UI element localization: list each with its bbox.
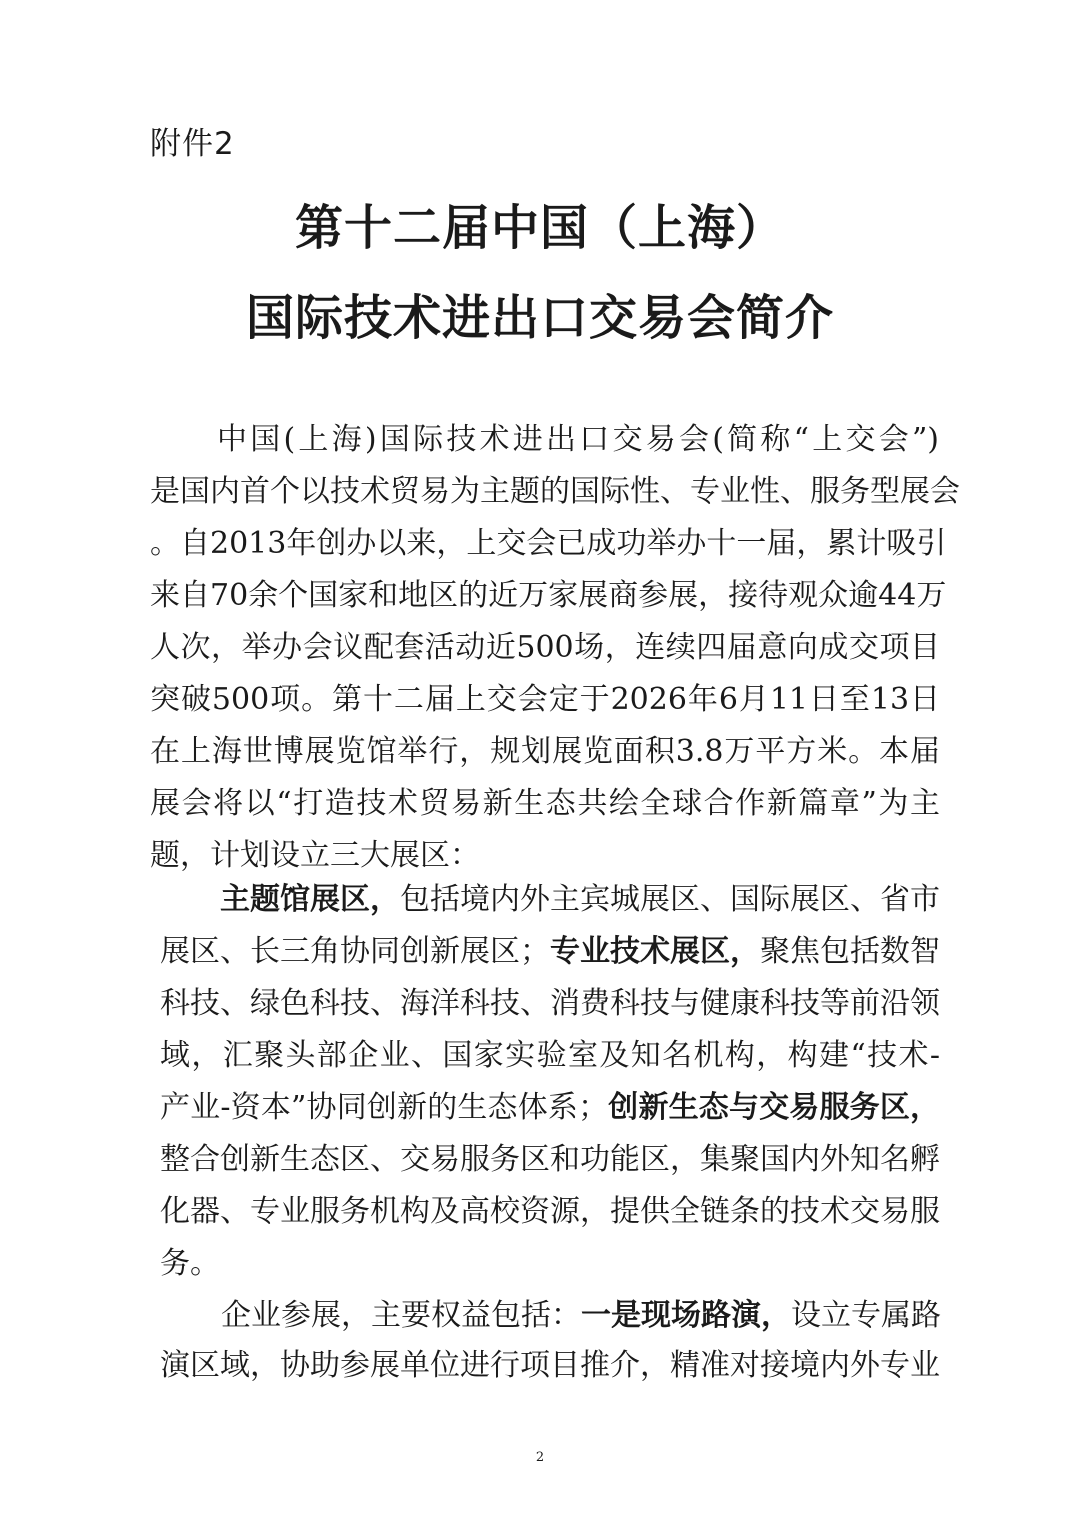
paragraph-line: 题，计划设立三大展区： [150,838,480,873]
paragraph-line: 在上海世博展览馆举行，规划展览面积3.8万平方米。本届 [150,734,940,769]
paragraph-line: 展区、长三角协同创新展区；专业技术展区，聚焦包括数智 [160,934,940,969]
paragraph-line: 来自70余个国家和地区的近万家展商参展，接待观众逾44万 [150,578,947,613]
bold-phrase-professional-tech: 专业技术展区， [550,934,760,969]
page-number: 2 [535,1450,545,1465]
document-title-line-1: 第十二届中国（上海） [294,200,785,256]
paragraph-line: 人次，举办会议配套活动近500场，连续四届意向成交项目 [150,630,940,665]
paragraph-line: 演区域，协助参展单位进行项目推介，精准对接境内外专业 [160,1348,940,1383]
paragraph-line: 务。 [160,1246,220,1281]
bold-phrase-innovation-service: 创新生态与交易服务区， [608,1090,941,1125]
paragraph-line: 域，汇聚头部企业、国家实验室及知名机构，构建“技术- [160,1038,940,1073]
paragraph-line: 是国内首个以技术贸易为主题的国际性、专业性、服务型展会 [150,474,960,509]
paragraph-line: 主题馆展区，包括境内外主宾城展区、国际展区、省市 [220,882,940,917]
paragraph-line: 中国(上海)国际技术进出口交易会(简称“上交会”) [217,422,939,457]
bold-phrase-roadshow: 一是现场路演， [581,1298,791,1333]
paragraph-line: 化器、专业服务机构及高校资源，提供全链条的技术交易服 [160,1194,940,1229]
paragraph-line: 企业参展，主要权益包括：一是现场路演，设立专属路 [221,1298,941,1333]
paragraph-line: 突破500项。第十二届上交会定于2026年6月11日至13日 [150,682,940,717]
attachment-label: 附件2 [150,126,235,162]
paragraph-line: 展会将以“打造技术贸易新生态共绘全球合作新篇章”为主 [150,786,940,821]
paragraph-line: 整合创新生态区、交易服务区和功能区，集聚国内外知名孵 [160,1142,940,1177]
document-title-line-2: 国际技术进出口交易会简介 [245,290,834,346]
paragraph-line: 。自2013年创办以来，上交会已成功举办十一届，累计吸引 [150,526,947,561]
paragraph-line: 产业-资本”协同创新的生态体系；创新生态与交易服务区， [160,1090,941,1125]
paragraph-line: 科技、绿色科技、海洋科技、消费科技与健康科技等前沿领 [160,986,940,1021]
bold-phrase-theme-hall: 主题馆展区， [220,882,400,917]
